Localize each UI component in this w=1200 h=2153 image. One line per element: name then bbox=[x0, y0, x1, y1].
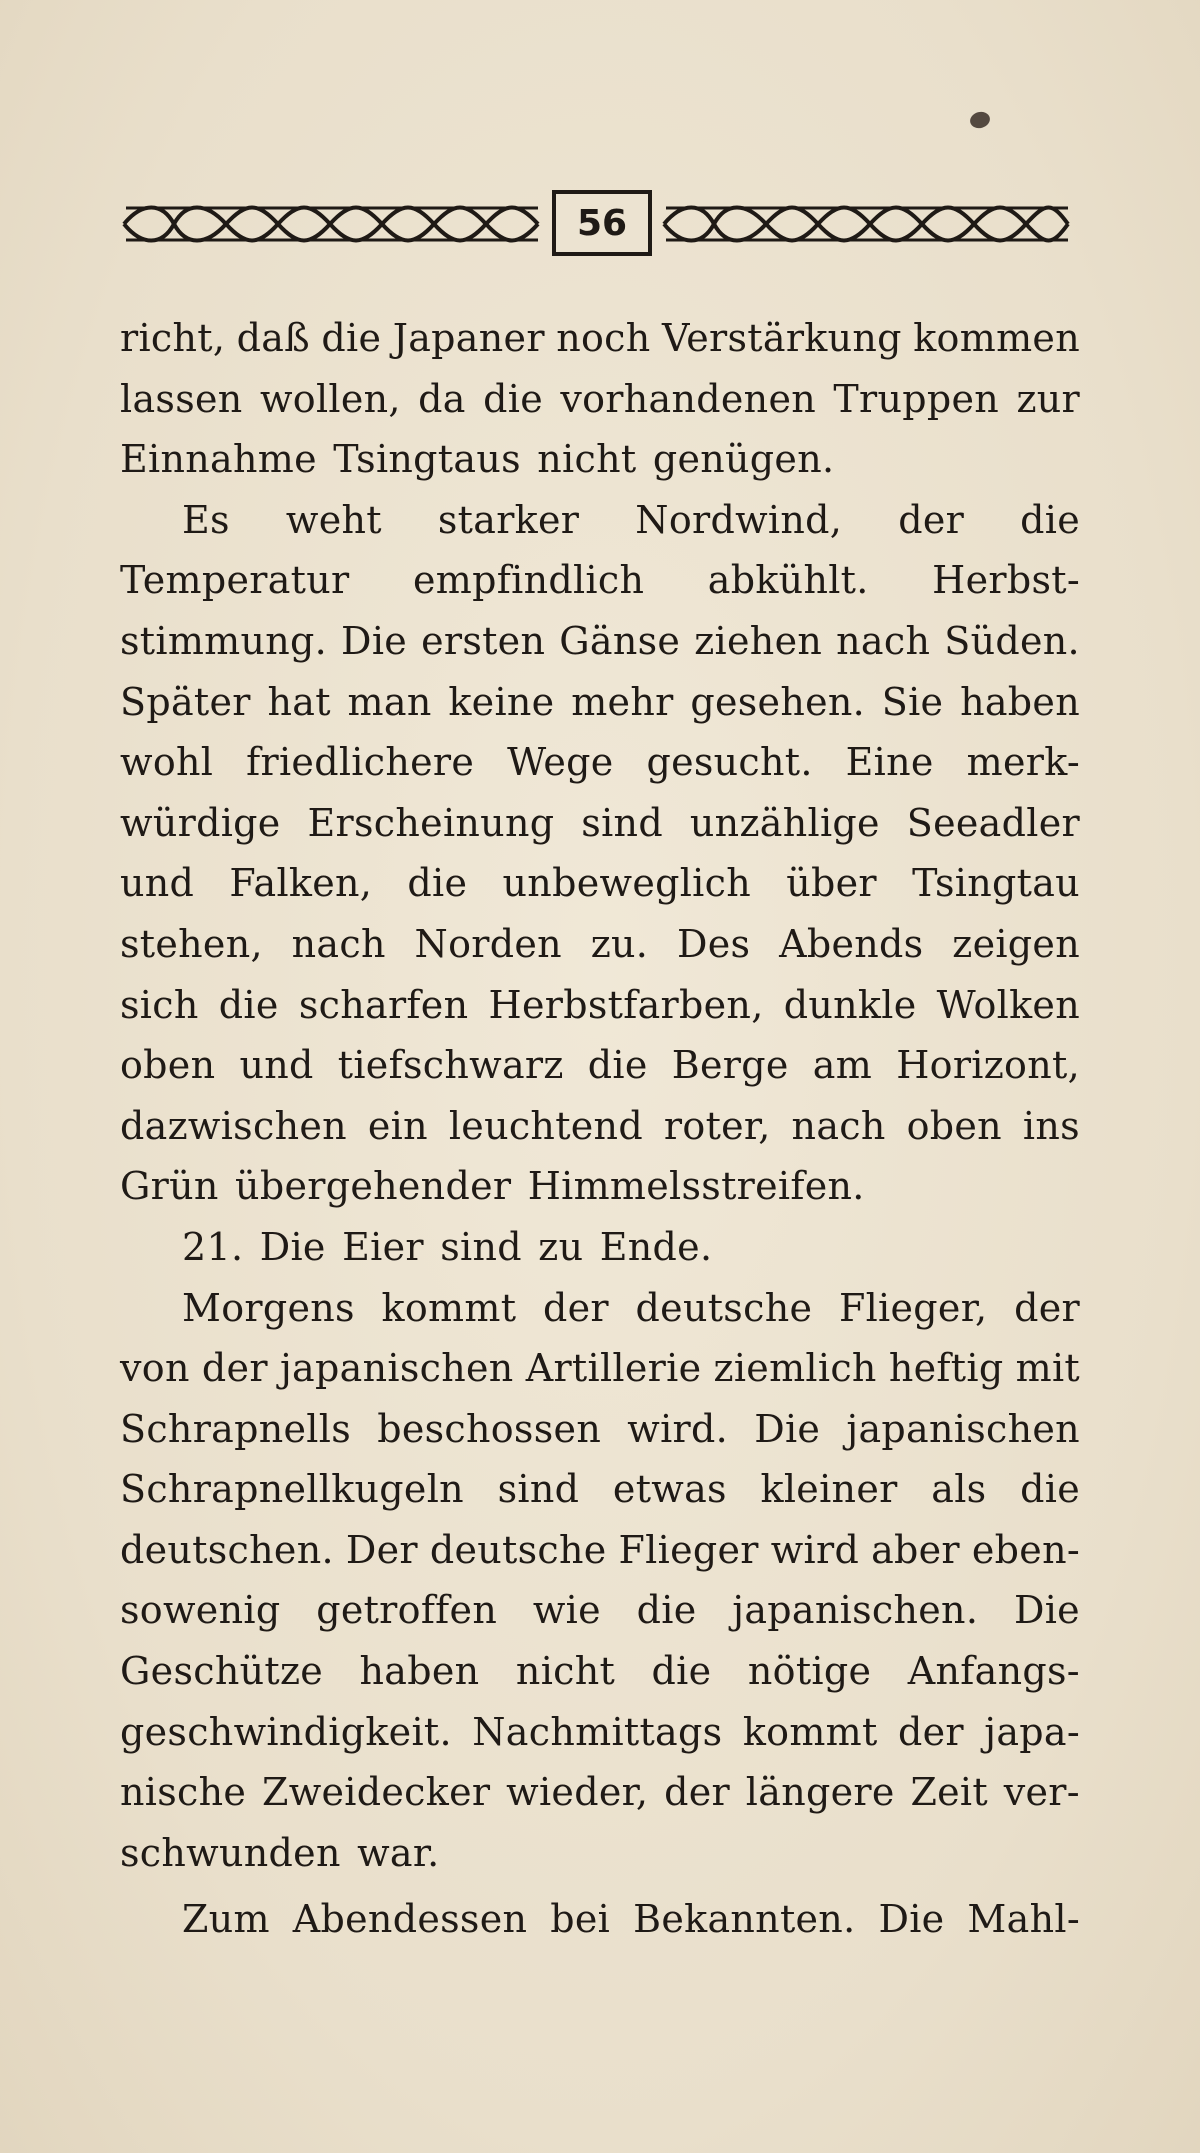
text-line: Temperatur empfindlich abkühlt. Herbst- bbox=[120, 558, 1080, 603]
page-number-box bbox=[552, 190, 652, 256]
text-line: sowenig getroffen wie die japanischen. Die bbox=[120, 1588, 1080, 1633]
ornament-right-icon bbox=[662, 200, 1072, 248]
text-line: deutschen. Der deutsche Flieger wird aber eben- bbox=[120, 1527, 1080, 1572]
text-line: dazwischen ein leuchtend roter, nach oben ins bbox=[120, 1103, 1080, 1148]
body-text bbox=[120, 308, 1080, 1950]
text-line: Schrapnellkugeln sind etwas kleiner als die bbox=[120, 1467, 1080, 1512]
text-line: würdige Erscheinung sind unzählige Seeadler bbox=[120, 800, 1080, 845]
text-line: sich die scharfen Herbstfarben, dunkle Wolken bbox=[120, 982, 1080, 1027]
text-line: Morgens kommt der deutsche Flieger, der bbox=[182, 1285, 1080, 1330]
text-line: Später hat man keine mehr gesehen. Sie haben bbox=[120, 679, 1080, 724]
text-line: nische Zweidecker wieder, der längere Zeit ver- bbox=[120, 1770, 1080, 1815]
text-line: von der japanischen Artillerie ziemlich heftig mit bbox=[120, 1346, 1080, 1391]
text-line: oben und tiefschwarz die Berge am Horizont, bbox=[120, 1043, 1080, 1088]
text-line: stimmung. Die ersten Gänse ziehen nach Süden. bbox=[120, 618, 1080, 663]
text-line: stehen, nach Norden zu. Des Abends zeigen bbox=[120, 921, 1080, 966]
text-line: 21. Die Eier sind zu Ende. bbox=[182, 1224, 713, 1269]
text-line: und Falken, die unbeweglich über Tsingtau bbox=[120, 861, 1080, 906]
page-header bbox=[122, 190, 1072, 258]
ornament-left-icon bbox=[122, 200, 542, 248]
page-number: 56 bbox=[576, 202, 628, 244]
text-line: richt, daß die Japaner noch Verstärkung kommen bbox=[120, 316, 1080, 360]
text-line: geschwindigkeit. Nachmittags kommt der japa- bbox=[120, 1709, 1080, 1754]
text-line: Zum Abendessen bei Bekannten. Die Mahl- bbox=[182, 1897, 1080, 1942]
text-line: schwunden war. bbox=[120, 1830, 440, 1875]
text-line: Schrapnells beschossen wird. Die japanischen bbox=[120, 1406, 1080, 1451]
text-line: Grün übergehender Himmelsstreifen. bbox=[120, 1164, 865, 1209]
text-line: Es weht starker Nordwind, der die bbox=[182, 497, 1080, 542]
text-line: lassen wollen, da die vorhandenen Truppen zur bbox=[120, 376, 1080, 421]
text-line: Geschütze haben nicht die nötige Anfangs- bbox=[120, 1649, 1080, 1694]
ink-speck bbox=[968, 110, 991, 131]
text-line: Einnahme Tsingtaus nicht genügen. bbox=[120, 437, 835, 482]
text-line: wohl friedlichere Wege gesucht. Eine merk- bbox=[120, 740, 1080, 785]
